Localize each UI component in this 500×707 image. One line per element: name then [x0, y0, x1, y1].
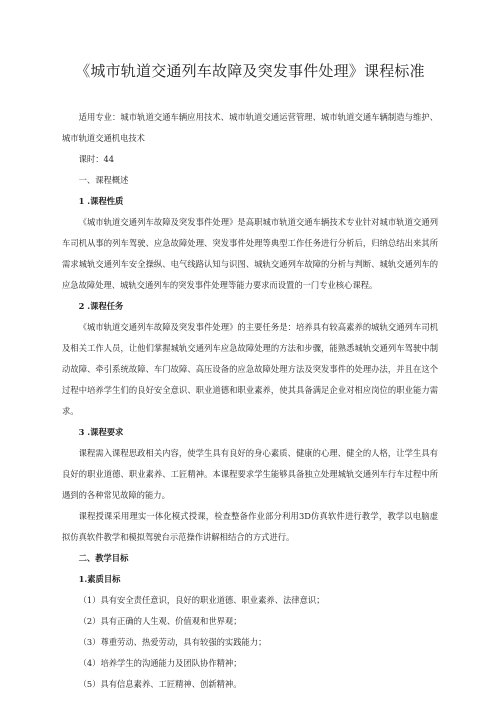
- quality-goal-item: （4）培养学生的沟通能力及团队协作精神；: [78, 658, 242, 668]
- course-nature-heading: 1 .课程性质: [78, 196, 124, 206]
- section-2-heading: 二、教学目标: [78, 553, 129, 563]
- applicable-majors: 适用专业：城市轨道交通车辆应用技术、城市轨道交通运营管理、城市轨道交通车辆制造与维护、城市轨道交通机电技术: [62, 112, 438, 143]
- section-1-heading: 一、课程概述: [78, 175, 129, 185]
- course-nature-text: 《城市轨道交通列车故障及突发事件处理》是高职城市轨道交通车辆技术专业针对城市轨道交通列车司机从事的列车驾驶、应急故障处理、突发事件处理等典型工作任务进行分析后，归纳总结出来其所需求城轨交通列车安全操纵、电气线路认知与识图、城轨交通列车故障的分析与判断、城轨交通列车的应急故障处理、城轨交通列车的突发事件处理等能力要求而设置的一门专业核心课程。: [62, 217, 438, 290]
- quality-goals-heading: 1.素质目标: [78, 574, 121, 584]
- document-title: 《城市轨道交通列车故障及突发事件处理》课程标准: [75, 62, 425, 80]
- course-requirement-text-1: 课程需入课程思政相关内容，使学生具有良好的身心素质、健康的心理、健全的人格，让学生具有良好的职业道德、职业素养、工匠精神。本课程要求学生能够具备独立处理城轨交通列车行车过程中所遇到的各种常见故障的能力。: [62, 448, 438, 500]
- course-task-text: 《城市轨道交通列车故障及突发事件处理》的主要任务是：培养具有较高素养的城轨交通列车司机及相关工作人员，让他们掌握城轨交通列车应急故障处理的方法和步骤，能熟悉城轨交通列车驾驶中制动故障、牵引系统故障、车门故障、高压设备的应急故障处理方法及突发事件的处理办法，并且在这个过程中培养学生们的良好安全意识、职业道德和职业素养，使其具备满足企业对相应岗位的职业能力需求。: [62, 322, 438, 416]
- document-body: [62, 107, 438, 695]
- course-task-heading: 2 .课程任务: [78, 301, 124, 311]
- quality-goal-item: （3）尊重劳动、热爱劳动，具有较强的实践能力；: [78, 637, 267, 647]
- quality-goal-item: （5）具有信息素养、工匠精神、创新精神。: [78, 679, 242, 689]
- course-requirement-heading: 3 .课程要求: [78, 427, 124, 437]
- quality-goal-item: （1）具有安全责任意识，良好的职业道德、职业素养、法律意识；: [78, 595, 325, 605]
- course-hours: 课时：44: [78, 154, 115, 164]
- course-requirement-text-2: 课程授课采用理实一体化模式授课，检查整备作业部分利用3D仿真软件进行教学，教学以电脑虚拟仿真软件教学和模拟驾驶台示范操作讲解相结合的方式进行。: [62, 511, 438, 542]
- quality-goal-item: （2）具有正确的人生观、价值观和世界观；: [78, 616, 242, 626]
